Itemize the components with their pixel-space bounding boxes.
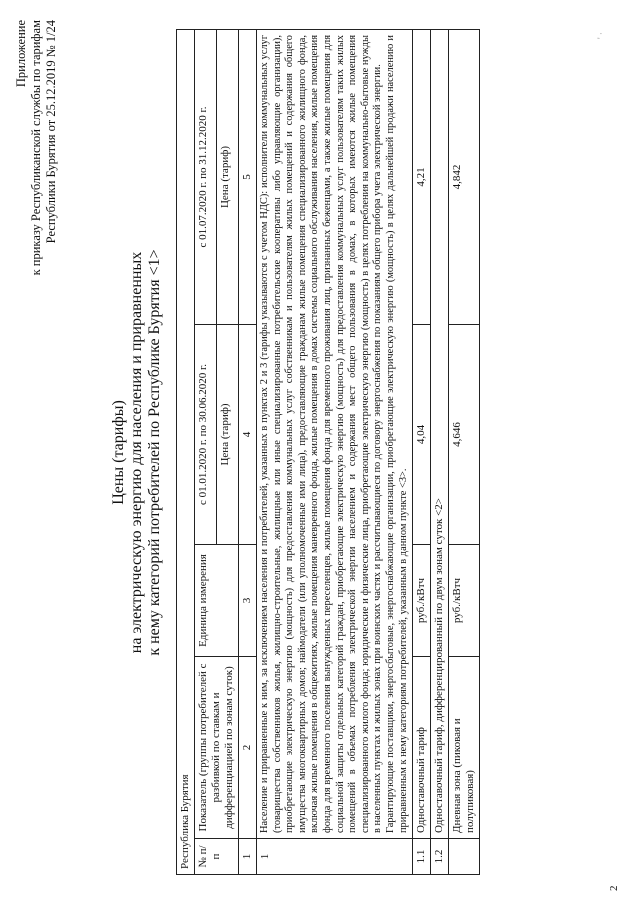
header-period-2: с 01.07.2020 г. по 31.12.2020 г. xyxy=(195,30,217,325)
group-description-text: Население и приравненные к ним, за исключением населения и потребителей, указанных в пунктах 2 и 3 (тарифы указываются с учетом НДС): исполнители коммунальных услуг (товарищества собственников жилья, жилищно-строительные, жилищные или иные специализированные потребительские кооперативы либо управляющие организации), приобретающие электрическую энергию (мощность) для предоставления коммунальных услуг собственникам и пользователям жилых помещений и содержания общего имущества многоквартирных домов; наймодатели (или уполномоченные ими лица), предоставляющие гражданам жилые помещения специализированного жилищного фонда, включая жилые помещения в общежитиях, жилые помещения маневренного фонда, жилые помещения в домах системы социального обслуживания населения, жилые помещения фонда для временного поселения вынужденных переселенцев, жилые помещения фонда для временного проживания лиц, признанных беженцами, а также жилые помещения для социальной защиты отдельных категорий граждан, приобретающие электрическую энергию (мощность) для предоставления коммунальных услуг пользователям таких жилых помещений в объемах потребления электрической энергии населением и содержания мест общего пользования в домах, в которых имеются жилые помещения специализированного жилого фонда; юридические и физические лица, приобретающие электрическую энергию (мощность) в целях потребления на коммунально-бытовые нужды в населенных пунктах и жилых зонах при воинских частях и рассчитывающиеся по договору энергоснабжения по показаниям общего прибора учета электрической энергии. xyxy=(259,35,384,833)
row-name: Дневная зона (пиковая и полупиковая) xyxy=(449,657,480,839)
table-row xyxy=(413,30,431,875)
appendix-order: к приказу Республиканской службы по тарифам xyxy=(29,20,43,276)
appendix-date: Республики Бурятия от 25.12.2019 № 1/24 xyxy=(44,20,58,244)
row-unit: руб./кВтч xyxy=(449,545,480,657)
header-period-1: с 01.01.2020 г. по 30.06.2020 г. xyxy=(195,325,217,545)
group-num: 1 xyxy=(257,839,413,875)
page-number: 2 xyxy=(608,885,620,891)
col-number: 5 xyxy=(239,30,257,325)
title-line-2: на электрическую энергию для населения и приравненных xyxy=(128,251,145,654)
row-name: Одноставочный тариф, дифференцированный по двум зонам суток <2> xyxy=(431,30,449,839)
row-value-2: 4,21 xyxy=(413,30,431,325)
row-value-1: 4,646 xyxy=(449,325,480,545)
region-row xyxy=(177,30,195,875)
col-number: 3 xyxy=(239,545,257,657)
header-indicator: Показатель (группы потребителей с разбивкой по ставкам и дифференциацией по зонам суток) xyxy=(195,657,239,839)
scan-marks: ' · xyxy=(596,32,606,39)
region-cell: Республика Бурятия xyxy=(177,30,195,875)
appendix-block xyxy=(14,20,59,350)
row-value-1: 4,04 xyxy=(413,325,431,545)
row-num: 1.1 xyxy=(413,839,431,875)
appendix-label: Приложение xyxy=(14,20,28,88)
row-value-2: 4,842 xyxy=(449,30,480,325)
col-number: 4 xyxy=(239,325,257,545)
document-title xyxy=(110,0,164,905)
table-row xyxy=(431,30,449,875)
tariff-table xyxy=(176,29,480,875)
col-number: 2 xyxy=(239,657,257,839)
column-number-row xyxy=(239,30,257,875)
header-row xyxy=(195,30,217,875)
header-num: № п/п xyxy=(195,839,239,875)
header-unit: Единица измерения xyxy=(195,545,239,657)
row-unit: руб./кВтч xyxy=(413,545,431,657)
group-row xyxy=(257,30,413,875)
header-price-1: Цена (тариф) xyxy=(217,325,239,545)
group-description xyxy=(257,30,413,839)
group-description-text-2: Гарантирующие поставщики, энергосбытовые, энергоснабжающие организации, приобретающие электрическую энергию (мощность) в целях дальнейшей продажи населению и приравненным к нему категориям потребителей, указанным в данном пункте <3>. xyxy=(384,35,409,833)
row-num xyxy=(449,839,480,875)
header-price-2: Цена (тариф) xyxy=(217,30,239,325)
table-row xyxy=(449,30,480,875)
row-num: 1.2 xyxy=(431,839,449,875)
row-name: Одноставочный тариф xyxy=(413,657,431,839)
title-line-3: к нему категорий потребителей по Республике Бурятия <1> xyxy=(146,249,163,656)
col-number: 1 xyxy=(239,839,257,875)
title-line-1: Цены (тарифы) xyxy=(110,400,127,505)
